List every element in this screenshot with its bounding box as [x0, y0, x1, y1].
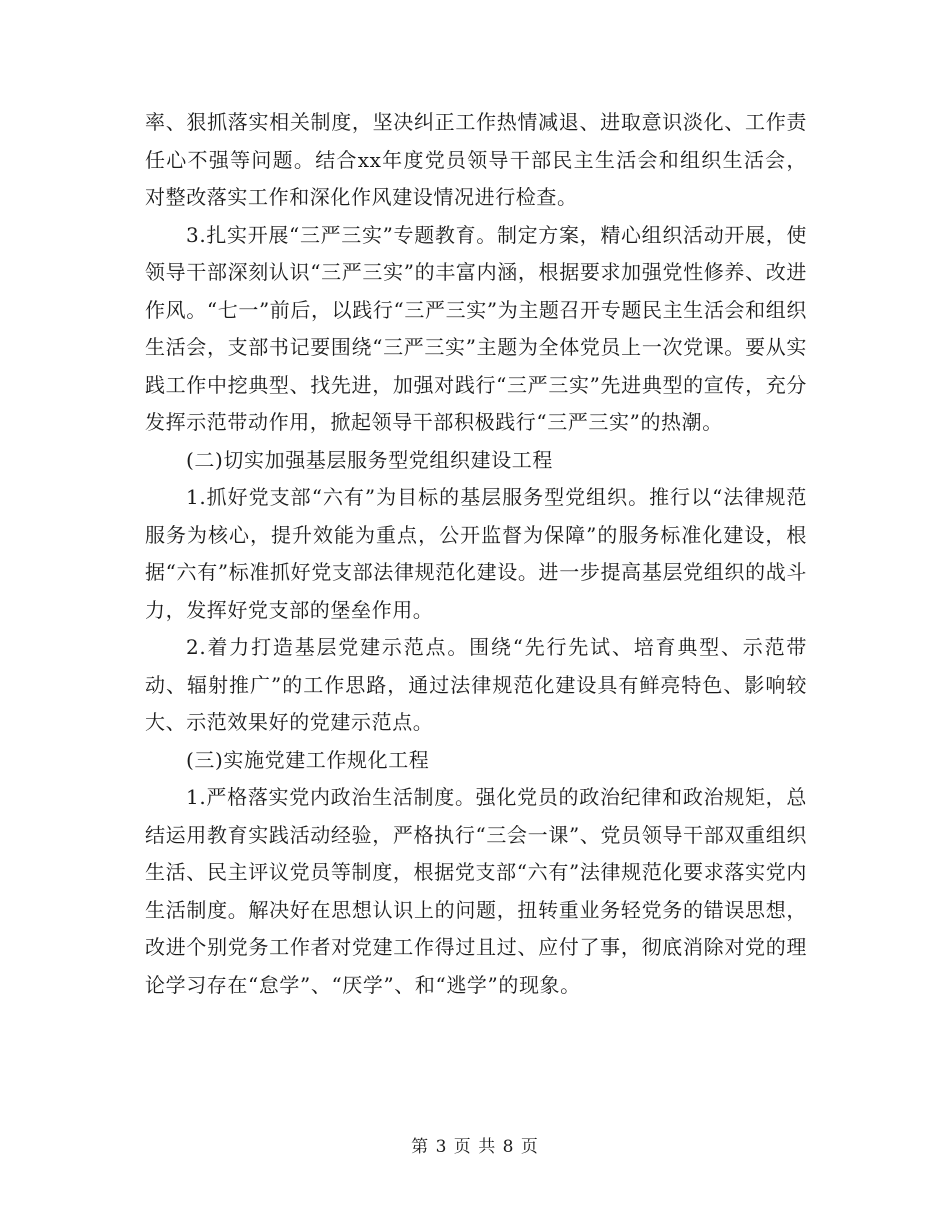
- paragraph-demonstration-sites: 2.着力打造基层党建示范点。围绕“先行先试、培育典型、示范带动、辐射推广”的工作思路，通过法律规范化建设具有鲜亮特色、影响较大、示范效果好的党建示范点。: [145, 635, 807, 734]
- document-body: [145, 104, 807, 1004]
- paragraph-three-strict-education: 3.扎实开展“三严三实”专题教育。制定方案，精心组织活动开展，使领导干部深刻认识“三严三实”的丰富内涵，根据要求加强党性修养、改进作风。“七一”前后，以践行“三严三实”为主题召开专题民主生活会和组织生活会，支部书记要围绕“三严三实”主题为全体党员上一次党课。要从实践工作中挖典型、找先进，加强对践行“三严三实”先进典型的宣传，充分发挥示范带动作用，掀起领导干部积极践行“三严三实”的热潮。: [145, 222, 807, 434]
- section-heading-3: (三)实施党建工作规化工程: [186, 747, 430, 772]
- paragraph-six-haves: 1.抓好党支部“六有”为目标的基层服务型党组织。推行以“法律规范服务为核心，提升效能为重点，公开监督为保障”的服务标准化建设，根据“六有”标准抓好党支部法律规范化建设。进一步提高基层党组织的战斗力，发挥好党支部的堡垒作用。: [145, 485, 807, 622]
- section-heading-2: (二)切实加强基层服务型党组织建设工程: [186, 447, 554, 472]
- paragraph-continued: 率、狠抓落实相关制度，坚决纠正工作热情减退、进取意识淡化、工作责任心不强等问题。结合xx年度党员领导干部民主生活会和组织生活会，对整改落实工作和深化作风建设情况进行检查。: [145, 110, 807, 209]
- paragraph-political-life: 1.严格落实党内政治生活制度。强化党员的政治纪律和政治规矩，总结运用教育实践活动经验，严格执行“三会一课”、党员领导干部双重组织生活、民主评议党员等制度，根据党支部“六有”法律规范化要求落实党内生活制度。解决好在思想认识上的问题，扭转重业务轻党务的错误思想，改进个别党务工作者对党建工作得过且过、应付了事，彻底消除对党的理论学习存在“怠学”、“厌学”、和“逃学”的现象。: [145, 785, 807, 997]
- page-number-footer: 第 3 页 共 8 页: [411, 1137, 539, 1157]
